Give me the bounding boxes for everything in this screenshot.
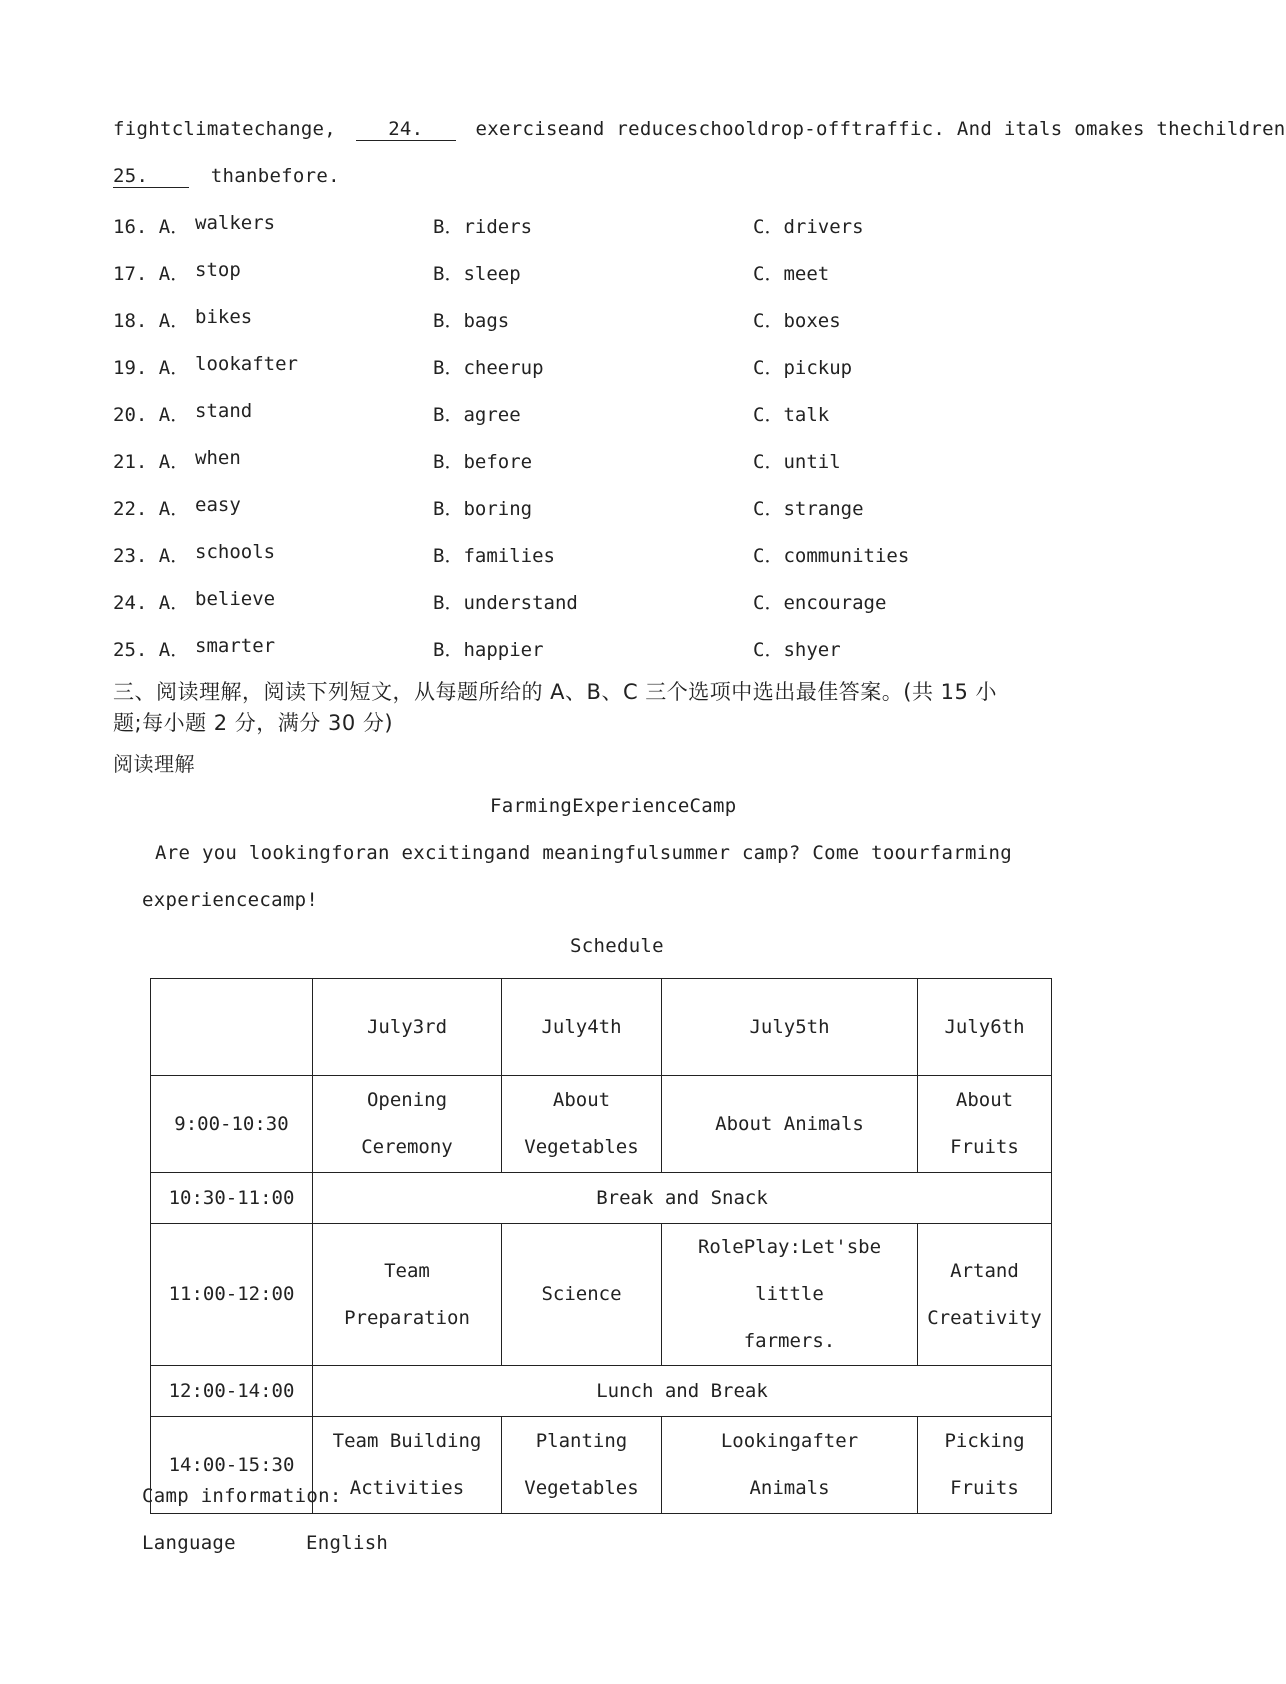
table-row	[151, 1076, 1052, 1173]
schedule-title: Schedule	[570, 935, 664, 957]
activity-cell	[502, 1076, 662, 1173]
language-row	[142, 1532, 388, 1554]
option-c: C．pickup	[753, 357, 853, 379]
question-number: 22. A．	[113, 498, 190, 520]
activity-line: Fruits	[950, 1477, 1019, 1499]
camp-info-label: Camp information:	[142, 1485, 342, 1507]
option-c: C．talk	[753, 404, 830, 426]
table-header-cell: July6th	[918, 979, 1052, 1076]
activity-cell	[502, 1417, 662, 1514]
table-header-cell: July3rd	[313, 979, 502, 1076]
activity-line: farmers.	[743, 1330, 836, 1352]
passage-line-2	[113, 165, 340, 188]
option-c: C．boxes	[753, 310, 841, 332]
option-b: B．before	[433, 451, 533, 473]
activity-cell	[918, 1417, 1052, 1514]
activity-line: Team Building	[332, 1430, 482, 1452]
activity-line: RolePlay:Let'sbe little	[697, 1236, 882, 1305]
activity-cell: About Animals	[662, 1076, 918, 1173]
option-b: B．sleep	[433, 263, 521, 285]
activity-line: Vegetables	[524, 1477, 639, 1499]
blank-24: 24.	[356, 118, 456, 141]
option-a: smarter	[195, 635, 276, 657]
question-number: 17. A．	[113, 263, 190, 285]
camp-intro-line-1: Are you lookingforan excitingand meaningfulsummer camp? Come toourfarming	[155, 842, 1012, 864]
passage-text: exerciseand reduceschooldrop-offtraffic.	[475, 118, 946, 140]
question-number: 23. A．	[113, 545, 190, 567]
option-b: B．happier	[433, 639, 544, 661]
activity-cell: Opening Ceremony	[313, 1076, 502, 1173]
activity-line: Picking	[944, 1430, 1025, 1452]
schedule-table	[150, 978, 1052, 1514]
question-number: 25. A．	[113, 639, 190, 661]
option-b: B．families	[433, 545, 555, 567]
time-cell: 11:00-12:00	[151, 1224, 313, 1366]
table-header-row	[151, 979, 1052, 1076]
language-label: Language	[142, 1532, 236, 1554]
option-a: walkers	[195, 212, 276, 234]
activity-span-cell: Break and Snack	[313, 1173, 1052, 1224]
option-a: believe	[195, 588, 276, 610]
camp-title: FarmingExperienceCamp	[490, 795, 737, 817]
passage-line-1	[113, 118, 1286, 141]
question-number: 21. A．	[113, 451, 190, 473]
blank-25: 25.	[113, 165, 189, 188]
activity-cell: About Fruits	[918, 1076, 1052, 1173]
option-c: C．drivers	[753, 216, 864, 238]
time-cell: 9:00-10:30	[151, 1076, 313, 1173]
question-number: 18. A．	[113, 310, 190, 332]
activity-line: Activities	[349, 1477, 465, 1499]
table-row	[151, 1173, 1052, 1224]
option-c: C．until	[753, 451, 841, 473]
section-subheading: 阅读理解	[113, 752, 195, 776]
passage-text: And itals omakes thechildren	[956, 118, 1286, 140]
activity-line: Animals	[749, 1477, 830, 1499]
time-cell: 10:30-11:00	[151, 1173, 313, 1224]
table-row	[151, 1366, 1052, 1417]
activity-line: Artand	[950, 1259, 1019, 1282]
option-c: C．strange	[753, 498, 864, 520]
section-heading-line-2: 题;每小题 2 分，满分 30 分)	[113, 711, 394, 735]
option-a: stand	[195, 400, 253, 422]
table-header-cell	[151, 979, 313, 1076]
option-b: B．bags	[433, 310, 510, 332]
option-b: B．boring	[433, 498, 533, 520]
table-row	[151, 1224, 1052, 1366]
section-heading-line-1: 三、阅读理解，阅读下列短文，从每题所给的 A、B、C 三个选项中选出最佳答案。(共 15 小	[113, 680, 998, 704]
option-a: schools	[195, 541, 276, 563]
activity-cell	[918, 1224, 1052, 1366]
camp-intro-line-2: experiencecamp!	[142, 889, 319, 911]
option-c: C．meet	[753, 263, 830, 285]
time-cell: 12:00-14:00	[151, 1366, 313, 1417]
activity-span-cell: Lunch and Break	[313, 1366, 1052, 1417]
passage-text: thanbefore.	[210, 165, 340, 187]
option-a: when	[195, 447, 241, 469]
option-a: lookafter	[195, 353, 298, 375]
option-a: bikes	[195, 306, 253, 328]
passage-text: fightclimatechange,	[113, 118, 337, 140]
language-value: English	[306, 1532, 389, 1554]
option-b: B．agree	[433, 404, 521, 426]
question-number: 20. A．	[113, 404, 190, 426]
activity-cell: Science	[502, 1224, 662, 1366]
question-number: 24. A．	[113, 592, 190, 614]
activity-line: Planting	[535, 1430, 628, 1452]
activity-line: Vegetables	[524, 1136, 639, 1158]
option-b: B．cheerup	[433, 357, 544, 379]
time-cell: 14:00-15:30	[151, 1417, 313, 1514]
option-a: stop	[195, 259, 241, 281]
question-number: 19. A．	[113, 357, 190, 379]
table-header-cell: July4th	[502, 979, 662, 1076]
activity-cell	[662, 1417, 918, 1514]
table-header-cell: July5th	[662, 979, 918, 1076]
option-b: B．riders	[433, 216, 533, 238]
activity-line: About	[552, 1089, 611, 1111]
activity-line: Lookingafter	[720, 1430, 859, 1452]
option-b: B．understand	[433, 592, 578, 614]
option-a: easy	[195, 494, 241, 516]
option-c: C．communities	[753, 545, 910, 567]
option-c: C．encourage	[753, 592, 887, 614]
question-number: 16. A．	[113, 216, 190, 238]
option-c: C．shyer	[753, 639, 841, 661]
activity-line: Creativity	[927, 1306, 1042, 1329]
activity-cell	[662, 1224, 918, 1366]
activity-cell: Team Preparation	[313, 1224, 502, 1366]
